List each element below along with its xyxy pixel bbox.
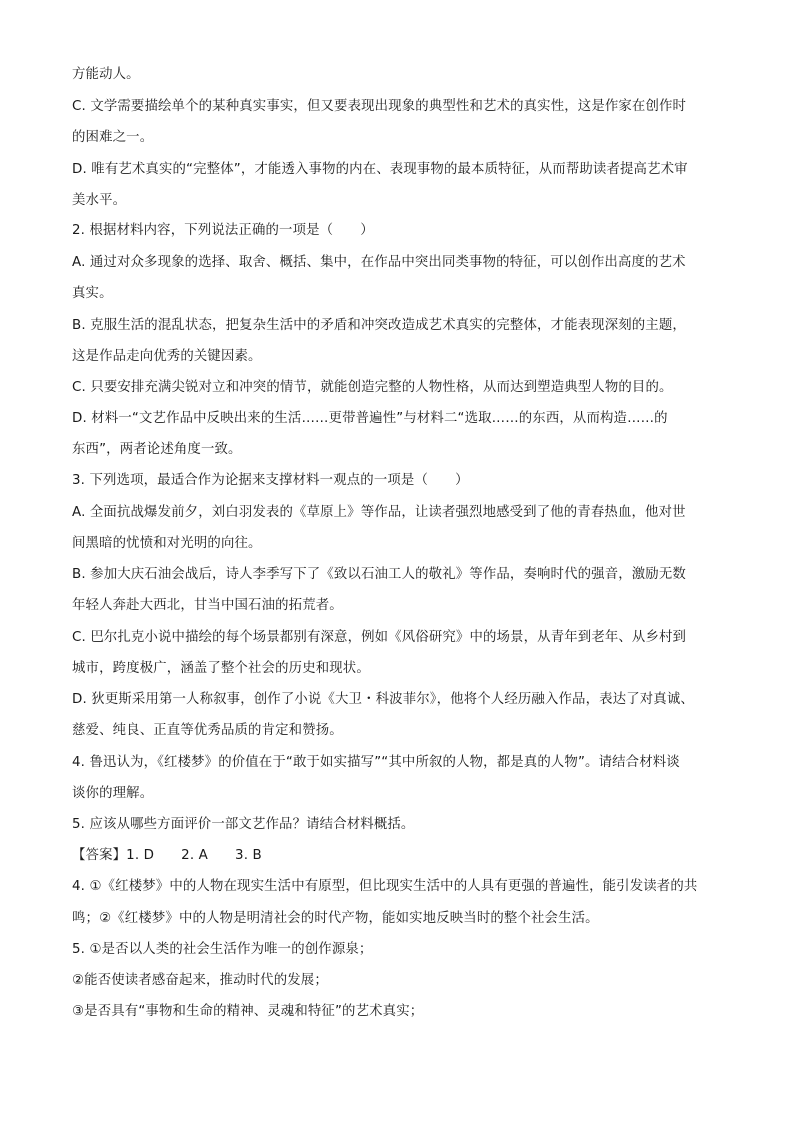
- text-line: B. 参加大庆石油会战后，诗人李季写下了《致以石油工人的敬礼》等作品，奏响时代的强音，激励无数: [72, 567, 686, 582]
- text-line: 5. ①是否以人类的社会生活作为唯一的创作源泉；: [72, 942, 373, 957]
- text-line: 真实。: [72, 286, 113, 301]
- text-line: D. 材料一“文艺作品中反映出来的生活……更带普遍性”与材料二“选取……的东西，从而构造……的: [72, 411, 668, 426]
- text-line: C. 文学需要描绘单个的某种真实事实，但又要表现出现象的典型性和艺术的真实性，这是作家在创作时: [72, 99, 687, 114]
- text-line: C. 只要安排充满尖锐对立和冲突的情节，就能创造完整的人物性格，从而达到塑造典型人物的目的。: [72, 380, 673, 395]
- text-line: 东西”，两者论述角度一致。: [72, 442, 242, 457]
- text-line: D. 唯有艺术真实的“完整体”，才能透入事物的内在、表现事物的最本质特征，从而帮助读者提高艺术审: [72, 162, 688, 177]
- text-line: C. 巴尔扎克小说中描绘的每个场景都别有深意，例如《风俗研究》中的场景，从青年到老年、从乡村到: [72, 630, 687, 645]
- text-line: 4. ①《红楼梦》中的人物在现实生活中有原型，但比现实生活中的人具有更强的普遍性，能引发读者的共: [72, 879, 698, 894]
- text-line: 慈爱、纯良、正直等优秀品质的肯定和赞扬。: [72, 723, 343, 738]
- text-line: ③是否具有“事物和生命的精神、灵魂和特征”的艺术真实；: [72, 1004, 424, 1019]
- text-line: 年轻人奔赴大西北，甘当中国石油的拓荒者。: [72, 598, 343, 613]
- question-4: 4. 鲁迅认为，《红楼梦》的价值在于“敢于如实描写”“其中所叙的人物，都是真的人物”。请结合材料谈: [72, 755, 680, 770]
- text-line: 方能动人。: [72, 67, 140, 82]
- question-5: 5. 应该从哪些方面评价一部文艺作品？请结合材料概括。: [72, 817, 415, 832]
- text-line: 美水平。: [72, 193, 127, 208]
- text-line: 这是作品走向优秀的关键因素。: [72, 349, 262, 364]
- text-line: ②能否使读者感奋起来，推动时代的发展；: [72, 973, 328, 988]
- text-line: 鸣；②《红楼梦》中的人物是明清社会的时代产物，能如实地反映当时的整个社会生活。: [72, 911, 599, 926]
- answer-key: 【答案】1. D 2. A 3. B: [72, 848, 262, 863]
- question-2: 2. 根据材料内容，下列说法正确的一项是（ ）: [72, 223, 374, 238]
- text-line: B. 克服生活的混乱状态，把复杂生活中的矛盾和冲突改造成艺术真实的完整体，才能表现深刻的主题，: [72, 318, 686, 333]
- text-line: A. 全面抗战爆发前夕，刘白羽发表的《草原上》等作品，让读者强烈地感受到了他的青春热血，他对世: [72, 505, 686, 520]
- question-3: 3. 下列选项，最适合作为论据来支撑材料一观点的一项是（ ）: [72, 473, 469, 488]
- text-line: 谈你的理解。: [72, 786, 154, 801]
- text-line: 城市，跨度极广，涵盖了整个社会的历史和现状。: [72, 661, 370, 676]
- text-line: D. 狄更斯采用第一人称叙事，创作了小说《大卫・科波菲尔》，他将个人经历融入作品，表达了对真诚、: [72, 692, 694, 707]
- text-line: 的困难之一。: [72, 130, 154, 145]
- text-line: A. 通过对众多现象的选择、取舍、概括、集中，在作品中突出同类事物的特征，可以创作出高度的艺术: [72, 255, 686, 270]
- text-line: 间黑暗的忧愤和对光明的向往。: [72, 536, 262, 551]
